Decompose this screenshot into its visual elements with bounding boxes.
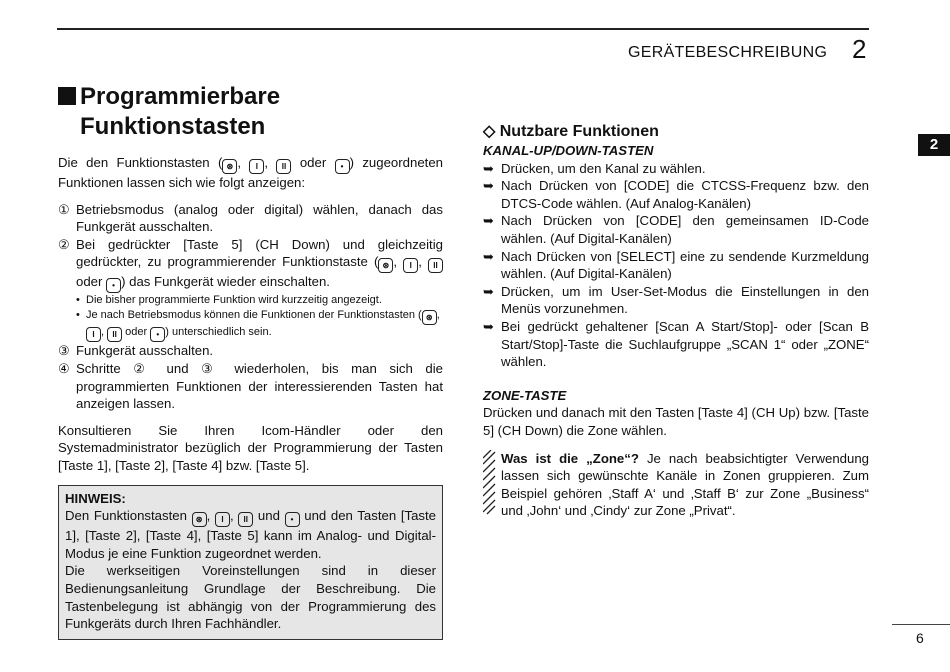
section-title: Programmierbare Funktionstasten — [58, 82, 443, 142]
arrow-icon: ➥ — [483, 248, 495, 264]
note-text-2: Die werkseitigen Voreinstellungen sind in dieser Bedienungsanleitung Grundlage der Beschreibung. Die Tastenbelegung ist abhängig von der Programmierung des Funkgeräts durch Ihren Fachhändler. — [65, 563, 436, 632]
step-4: ④ Schritte ② und ③ wiederholen, bis man sich die programmierten Funktionen der interessierenden Tasten hat anzeigen lassen. — [58, 360, 443, 412]
key-1-icon: ⊛ — [378, 258, 393, 273]
key-1-icon: ⊛ — [422, 310, 437, 325]
note-box — [58, 485, 443, 640]
key-4-icon: • — [150, 327, 165, 342]
channel-keys-subheading: KANAL-UP/DOWN-TASTEN — [483, 143, 654, 158]
section-tab: 2 — [918, 134, 950, 156]
key-4-icon: • — [106, 278, 121, 293]
chapter-number: 2 — [852, 34, 867, 64]
arrow-icon: ➥ — [483, 213, 495, 229]
arrow-icon: ➥ — [483, 283, 495, 299]
note-text-1: Den Funktionstasten ⊛ , I , II und • und den Tasten [Taste 1], [Taste 2], [Taste 4], [Taste 5] kann im Analog- und Digital-Modus je eine Funktion zugeordnet werden. — [65, 508, 436, 561]
arrow-icon: ➥ — [483, 318, 495, 334]
zone-paragraph: Drücken und danach mit den Tasten [Taste 4] (CH Up) bzw. [Taste 5] (CH Down) die Zone wählen. — [483, 405, 869, 438]
key-4-icon: • — [285, 512, 300, 527]
left-column — [58, 82, 443, 640]
step-2-bullet-1: • Die bisher programmierte Funktion wird kurzzeitig angezeigt. — [76, 294, 382, 307]
key-3-icon: II — [107, 327, 122, 342]
consult-paragraph: Konsultieren Sie Ihren Icom-Händler oder den Systemadministrator bezüglich der Programmierung der Tasten [Taste 1], [Taste 2], [Taste 4] bzw. [Taste 5]. — [58, 422, 443, 473]
step-2: ② Bei gedrückter [Taste 5] (CH Down) und gleichzeitig gedrückter, zu programmierender Funktionstaste ( ⊛ , I , II oder • ) das Funkgerät wieder einschalten. — [58, 236, 443, 294]
step-2-bullet-2: • Je nach Betriebsmodus können die Funktionen der Funktionstasten ( ⊛ , I , II oder • ) unterschiedlich sein. — [58, 308, 443, 342]
zone-note-text: Was ist die „Zone“? Je nach beabsichtigter Verwendung lassen sich gewünschte Kanäle in Zonen gruppieren. Zum Beispiel gehören ‚Staff A‘ und ‚Staff B‘ zur Zone „Business“ und ‚John‘ und ‚Cindy‘ zur Zone „Privat“. — [501, 450, 870, 519]
step-3: ③ Funkgerät ausschalten. — [58, 343, 214, 359]
page-number: 6 — [916, 630, 924, 646]
intro-paragraph: Die den Funktionstasten ( ⊛ , I , II oder • ) zugeordneten Funktionen lassen sich wie folgt anzeigen: — [58, 155, 443, 190]
key-2-icon: I — [86, 327, 101, 342]
key-1-icon: ⊛ — [222, 159, 237, 174]
functions-heading: ◇ Nutzbare Funktionen — [483, 123, 659, 140]
key-3-icon: II — [238, 512, 253, 527]
key-3-icon: II — [428, 258, 443, 273]
function-item: ➥ Nach Drücken von [CODE] die CTCSS-Frequenz bzw. den DTCS-Code wählen. (Auf Analog-Kanälen) — [483, 178, 869, 211]
top-rule — [57, 28, 869, 30]
zone-note — [483, 450, 869, 525]
function-item: ➥ Drücken, um den Kanal zu wählen. — [483, 160, 706, 176]
note-heading: HINWEIS: — [65, 490, 126, 506]
note-hatch-icon — [483, 450, 501, 525]
arrow-icon: ➥ — [483, 178, 495, 194]
function-item: ➥ Nach Drücken von [SELECT] eine zu sendende Kurzmeldung wählen. (Auf Digital-Kanälen) — [483, 248, 869, 282]
running-header: GERÄTEBESCHREIBUNG — [628, 44, 828, 61]
key-1-icon: ⊛ — [192, 512, 207, 527]
step-1: ① Betriebsmodus (analog oder digital) wählen, danach das Funkgerät ausschalten. — [58, 201, 443, 235]
key-3-icon: II — [276, 159, 291, 174]
function-item: ➥ Bei gedrückt gehaltener [Scan A Start/Stop]- oder [Scan B Start/Stop]-Taste die Suchlaufgruppe „SCAN 1“ oder „ZONE“ wählen. — [483, 318, 869, 370]
arrow-icon: ➥ — [483, 160, 495, 176]
key-2-icon: I — [403, 258, 418, 273]
zone-key-subheading: ZONE-TASTE — [483, 387, 567, 403]
key-2-icon: I — [249, 159, 264, 174]
function-item: ➥ Drücken, um im User-Set-Modus die Einstellungen in den Menüs vorzunehmen. — [483, 283, 869, 317]
function-item: ➥ Nach Drücken von [CODE] den gemeinsamen ID-Code wählen. (Auf Digital-Kanälen) — [483, 213, 869, 246]
footer-rule — [892, 624, 950, 625]
key-4-icon: • — [335, 159, 350, 174]
right-column — [483, 122, 869, 524]
key-2-icon: I — [215, 512, 230, 527]
square-bullet-icon — [58, 87, 76, 105]
